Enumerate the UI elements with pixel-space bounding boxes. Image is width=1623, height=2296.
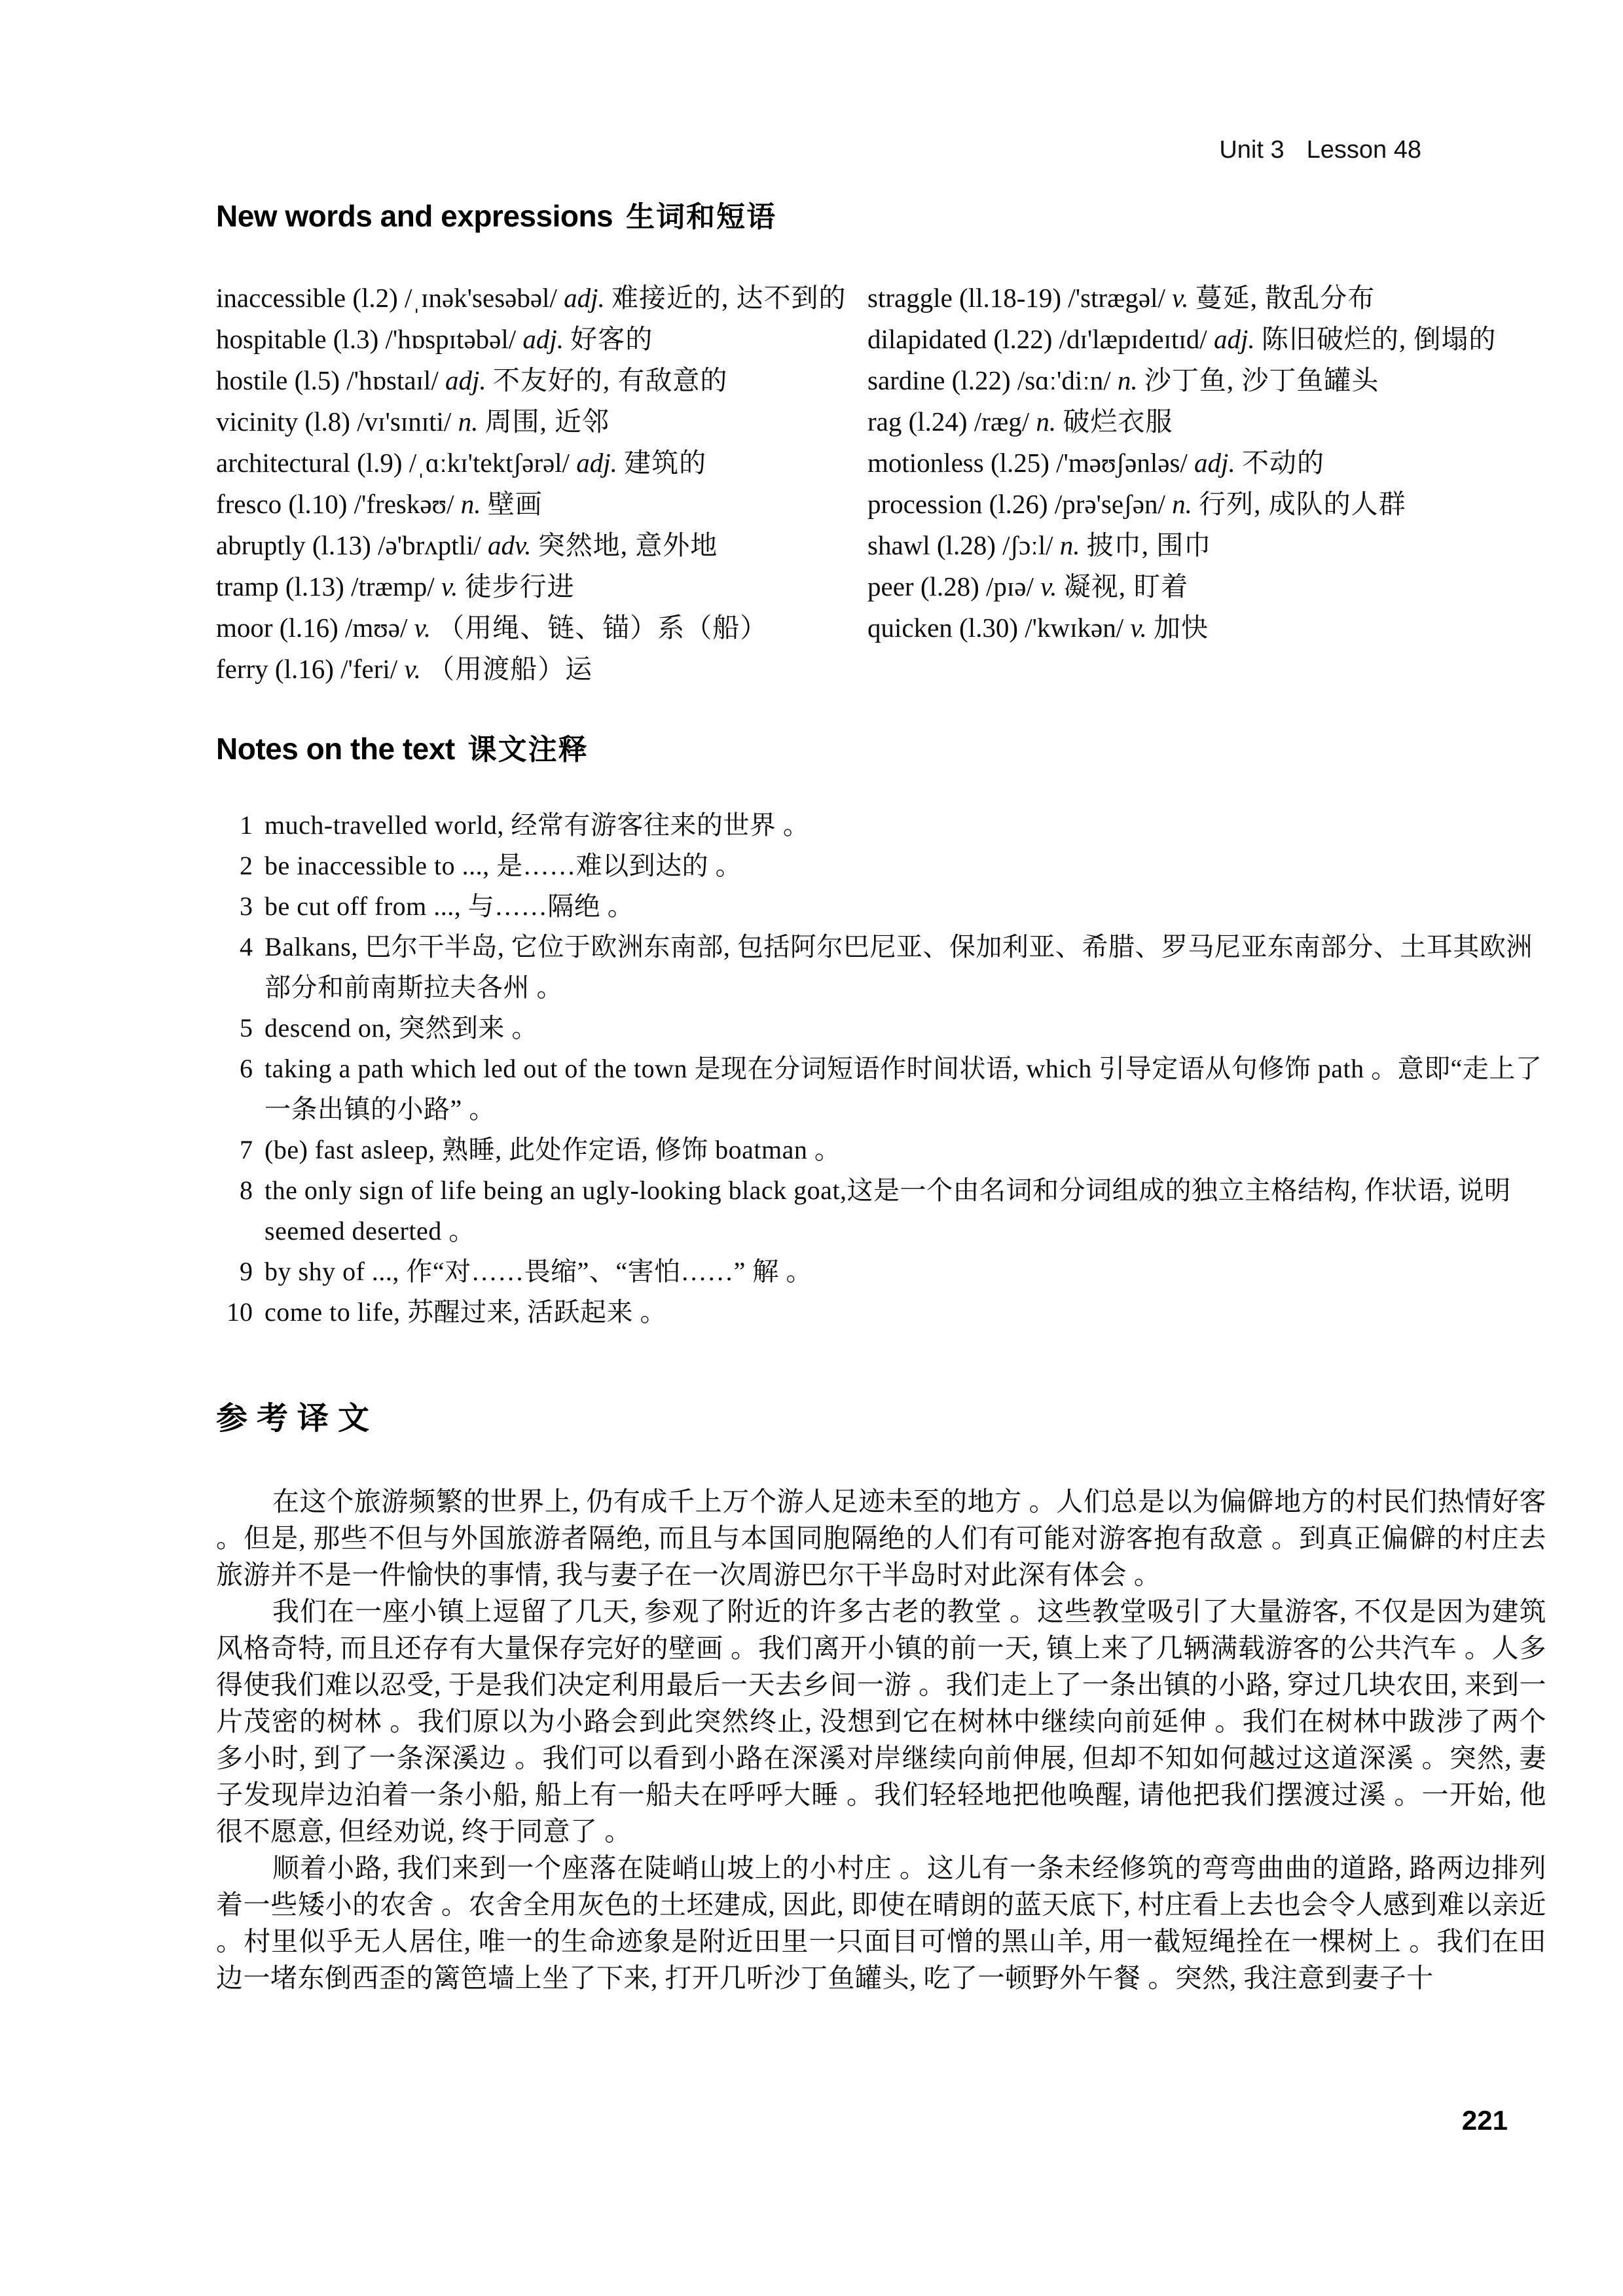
translation-paragraph: 我们在一座小镇上逗留了几天, 参观了附近的许多古老的教堂 。这些教堂吸引了大量游客, 不仅是因为建筑风格奇特, 而且还存有大量保存完好的壁画 。我们离开小镇的前一天, 镇上来了几辆满载游客的公共汽车 。人多得使我们难以忍受, 于是我们决定利用最后一天去乡间一游 。我们走上了一条出镇的小路, 穿过几块农田, 来到一片茂密的树林 。我们原以为小路会到此突然终止, 没想到它在树林中继续向前延伸 。我们在树林中跋涉了两个多小时, 到了一条深溪边 。我们可以看到小路在深溪对岸继续向前伸展, 但却不知如何越过这道深溪 。突然, 妻子发现岸边泊着一条小船, 船上有一船夫在呼呼大睡 。我们轻轻地把他唤醒, 请他把我们摆渡过溪 。一开始, 他很不愿意, 但经劝说, 终于同意了 。 bbox=[216, 1596, 1546, 1846]
vocab-entry bbox=[867, 442, 1546, 484]
vocab-word: tramp bbox=[216, 571, 279, 601]
vocab-chinese-meaning: 披巾, 围巾 bbox=[1086, 530, 1212, 560]
vocab-line-ref: (l.28) bbox=[936, 530, 996, 560]
vocab-entry bbox=[867, 401, 1546, 442]
vocab-phonetic: /'feri/ bbox=[340, 654, 398, 684]
vocab-part-of-speech: adv. bbox=[488, 530, 532, 560]
page-content bbox=[216, 198, 1546, 1996]
notes-title-zh: 课文注释 bbox=[467, 734, 589, 766]
vocab-entry bbox=[867, 525, 1546, 566]
vocab-line-ref: (l.9) bbox=[357, 448, 403, 478]
note-number: 8 bbox=[240, 1175, 253, 1205]
vocab-part-of-speech: v. bbox=[441, 571, 458, 601]
vocab-chinese-meaning: 难接近的, 达不到的 bbox=[611, 283, 847, 313]
vocab-part-of-speech: adj. bbox=[1213, 324, 1255, 354]
running-head bbox=[1219, 136, 1421, 164]
translation-paragraph: 顺着小路, 我们来到一个座落在陡峭山坡上的小村庄 。这儿有一条未经修筑的弯弯曲曲的道路, 路两边排列着一些矮小的农舍 。农舍全用灰色的土坯建成, 因此, 即使在晴朗的蓝天底下, 村庄看上去也会令人感到难以亲近 。村里似乎无人居住, 唯一的生命迹象是附近田里一只面目可憎的黑山羊, 用一截短绳拴在一棵树上 。我们在田边一堵东倒西歪的篱笆墙上坐了下来, 打开几听沙丁鱼罐头, 吃了一顿野外午餐 。突然, 我注意到妻子十 bbox=[216, 1853, 1546, 1993]
note-item bbox=[216, 1049, 1546, 1130]
vocab-phonetic: /ə'brʌptli/ bbox=[378, 530, 481, 560]
vocab-entry bbox=[867, 278, 1546, 319]
vocab-part-of-speech: adj. bbox=[445, 365, 486, 395]
vocabulary-left-column bbox=[216, 278, 867, 690]
vocab-word: sardine bbox=[867, 365, 945, 395]
note-text: by shy of ..., 作“对……畏缩”、“害怕……” 解 。 bbox=[264, 1257, 812, 1286]
vocab-chinese-meaning: （用渡船）运 bbox=[428, 654, 593, 684]
note-number: 1 bbox=[240, 810, 253, 840]
note-text: be cut off from ..., 与……隔绝 。 bbox=[264, 891, 634, 921]
vocab-phonetic: /prə'seʃən/ bbox=[1054, 489, 1165, 519]
vocab-phonetic: /'strægəl/ bbox=[1068, 283, 1165, 313]
note-number: 3 bbox=[240, 891, 253, 921]
note-number: 2 bbox=[240, 851, 253, 880]
vocab-chinese-meaning: 蔓延, 散乱分布 bbox=[1195, 283, 1376, 313]
note-number: 4 bbox=[240, 932, 253, 961]
vocab-word: hospitable bbox=[216, 324, 327, 354]
vocab-line-ref: (l.26) bbox=[989, 489, 1048, 519]
vocab-word: shawl bbox=[867, 530, 930, 560]
vocab-phonetic: /sɑː'diːn/ bbox=[1017, 365, 1111, 395]
note-text: the only sign of life being an ugly-looking black goat,这是一个由名词和分词组成的独立主格结构, 作状语, 说明 seemed deserted 。 bbox=[264, 1175, 1511, 1246]
note-text: (be) fast asleep, 熟睡, 此处作定语, 修饰 boatman 。 bbox=[264, 1135, 841, 1164]
vocab-word: moor bbox=[216, 613, 273, 643]
note-item bbox=[216, 1251, 1546, 1292]
vocab-line-ref: (l.3) bbox=[333, 324, 379, 354]
lesson-label: Lesson 48 bbox=[1306, 136, 1421, 164]
vocab-phonetic: /pɪə/ bbox=[986, 571, 1034, 601]
vocab-entry bbox=[216, 401, 867, 442]
vocab-word: inaccessible bbox=[216, 283, 346, 313]
vocab-phonetic: /ˌɪnək'sesəbəl/ bbox=[405, 283, 557, 313]
vocab-part-of-speech: v. bbox=[1172, 283, 1189, 313]
vocab-part-of-speech: n. bbox=[1059, 530, 1080, 560]
vocab-line-ref: (l.8) bbox=[304, 406, 350, 437]
note-number: 5 bbox=[240, 1013, 253, 1043]
vocab-line-ref: (l.22) bbox=[951, 365, 1011, 395]
vocab-phonetic: /mʊə/ bbox=[345, 613, 408, 643]
note-item bbox=[216, 1292, 1546, 1333]
vocab-line-ref: (l.10) bbox=[288, 489, 348, 519]
vocab-entry bbox=[867, 484, 1546, 525]
vocab-part-of-speech: adj. bbox=[564, 283, 605, 313]
vocab-word: straggle bbox=[867, 283, 953, 313]
new-words-title-en: New words and expressions bbox=[216, 199, 613, 233]
vocab-part-of-speech: v. bbox=[1040, 571, 1057, 601]
vocab-chinese-meaning: 陈旧破烂的, 倒塌的 bbox=[1261, 324, 1497, 354]
vocab-word: abruptly bbox=[216, 530, 306, 560]
vocab-phonetic: /ʃɔːl/ bbox=[1002, 530, 1053, 560]
vocab-line-ref: (l.16) bbox=[274, 654, 334, 684]
vocab-chinese-meaning: 加快 bbox=[1154, 613, 1209, 643]
vocab-part-of-speech: n. bbox=[1172, 489, 1192, 519]
vocab-phonetic: /vɪ'sɪnɪti/ bbox=[357, 406, 452, 437]
vocab-line-ref: (l.13) bbox=[285, 571, 344, 601]
vocab-line-ref: (l.2) bbox=[352, 283, 398, 313]
vocab-entry bbox=[867, 607, 1546, 649]
vocabulary-columns bbox=[216, 278, 1546, 690]
vocab-entry bbox=[867, 360, 1546, 401]
note-item bbox=[216, 1008, 1546, 1049]
vocab-chinese-meaning: 突然地, 意外地 bbox=[538, 530, 718, 560]
vocab-part-of-speech: n. bbox=[1117, 365, 1138, 395]
vocab-phonetic: /ˌɑːkɪ'tektʃərəl/ bbox=[409, 448, 570, 478]
note-item bbox=[216, 927, 1546, 1008]
unit-label: Unit 3 bbox=[1219, 136, 1285, 164]
vocab-phonetic: /'freskəʊ/ bbox=[354, 489, 454, 519]
vocab-chinese-meaning: 行列, 成队的人群 bbox=[1199, 489, 1406, 519]
vocab-phonetic: /træmp/ bbox=[351, 571, 435, 601]
vocab-part-of-speech: v. bbox=[414, 613, 431, 643]
vocab-word: architectural bbox=[216, 448, 350, 478]
vocab-entry bbox=[216, 319, 867, 360]
note-item bbox=[216, 886, 1546, 927]
vocab-chinese-meaning: 好客的 bbox=[570, 324, 653, 354]
vocab-entry bbox=[216, 525, 867, 566]
vocab-line-ref: (l.25) bbox=[990, 448, 1049, 478]
vocabulary-right-column bbox=[867, 278, 1546, 690]
vocab-part-of-speech: adj. bbox=[522, 324, 564, 354]
vocab-word: dilapidated bbox=[867, 324, 987, 354]
vocab-chinese-meaning: 壁画 bbox=[487, 489, 543, 519]
vocab-chinese-meaning: （用绳、链、锚）系（船） bbox=[437, 613, 768, 643]
vocab-part-of-speech: v. bbox=[1130, 613, 1147, 643]
vocab-line-ref: (l.24) bbox=[908, 406, 968, 437]
vocab-line-ref: (l.5) bbox=[294, 365, 340, 395]
vocab-line-ref: (l.22) bbox=[993, 324, 1053, 354]
note-number: 7 bbox=[240, 1135, 253, 1164]
translation-paragraph: 在这个旅游频繁的世界上, 仍有成千上万个游人足迹未至的地方 。人们总是以为偏僻地方的村民们热情好客 。但是, 那些不但与外国旅游者隔绝, 而且与本国同胞隔绝的人们有可能对游客抱有敌意 。到真正偏僻的村庄去旅游并不是一件愉快的事情, 我与妻子在一次周游巴尔干半岛时对此深有体会 。 bbox=[216, 1486, 1546, 1590]
vocab-word: rag bbox=[867, 406, 902, 437]
new-words-section-title bbox=[216, 198, 1546, 236]
notes-section-title bbox=[216, 730, 1546, 768]
vocab-entry bbox=[216, 278, 867, 319]
vocab-word: quicken bbox=[867, 613, 953, 643]
note-item bbox=[216, 805, 1546, 846]
vocab-entry bbox=[216, 360, 867, 401]
vocab-word: peer bbox=[867, 571, 914, 601]
vocab-entry bbox=[216, 484, 867, 525]
vocab-phonetic: /'hɒspɪtəbəl/ bbox=[385, 324, 517, 354]
vocab-part-of-speech: n. bbox=[460, 489, 481, 519]
vocab-phonetic: /'məʊʃənləs/ bbox=[1056, 448, 1188, 478]
vocab-word: vicinity bbox=[216, 406, 299, 437]
note-item bbox=[216, 1130, 1546, 1170]
vocab-line-ref: (ll.18-19) bbox=[959, 283, 1062, 313]
translation-section-title: 参考译文 bbox=[216, 1401, 379, 1436]
new-words-title-zh: 生词和短语 bbox=[626, 201, 777, 233]
vocab-chinese-meaning: 周围, 近邻 bbox=[484, 406, 610, 437]
vocab-part-of-speech: v. bbox=[404, 654, 421, 684]
notes-list bbox=[216, 805, 1546, 1333]
vocab-word: hostile bbox=[216, 365, 288, 395]
vocab-entry bbox=[867, 566, 1546, 607]
note-text: much-travelled world, 经常有游客往来的世界 。 bbox=[264, 810, 810, 840]
vocab-line-ref: (l.30) bbox=[959, 613, 1018, 643]
vocab-chinese-meaning: 徒步行进 bbox=[464, 571, 575, 601]
vocab-line-ref: (l.13) bbox=[312, 530, 371, 560]
translation-body bbox=[216, 1483, 1546, 1996]
note-item bbox=[216, 1170, 1546, 1251]
vocab-chinese-meaning: 凝视, 盯着 bbox=[1063, 571, 1189, 601]
vocab-phonetic: /'kwɪkən/ bbox=[1025, 613, 1124, 643]
vocab-part-of-speech: n. bbox=[1036, 406, 1057, 437]
vocab-line-ref: (l.28) bbox=[920, 571, 979, 601]
vocab-entry bbox=[867, 319, 1546, 360]
vocab-chinese-meaning: 沙丁鱼, 沙丁鱼罐头 bbox=[1144, 365, 1379, 395]
note-text: Balkans, 巴尔干半岛, 它位于欧洲东南部, 包括阿尔巴尼亚、保加利亚、希腊、罗马尼亚东南部分、土耳其欧洲部分和前南斯拉夫各州 。 bbox=[264, 932, 1533, 1002]
vocab-entry bbox=[216, 566, 867, 607]
vocab-phonetic: /'hɒstaɪl/ bbox=[346, 365, 439, 395]
vocab-chinese-meaning: 不动的 bbox=[1241, 448, 1324, 478]
vocab-part-of-speech: adj. bbox=[576, 448, 617, 478]
vocab-word: procession bbox=[867, 489, 983, 519]
note-text: descend on, 突然到来 。 bbox=[264, 1013, 538, 1043]
vocab-line-ref: (l.16) bbox=[279, 613, 338, 643]
note-text: be inaccessible to ..., 是……难以到达的 。 bbox=[264, 851, 742, 880]
note-text: come to life, 苏醒过来, 活跃起来 。 bbox=[264, 1297, 667, 1327]
note-number: 9 bbox=[240, 1257, 253, 1286]
vocab-chinese-meaning: 破烂衣服 bbox=[1063, 406, 1173, 437]
vocab-phonetic: /dɪ'læpɪdeɪtɪd/ bbox=[1059, 324, 1207, 354]
vocab-entry bbox=[216, 649, 867, 690]
page-number: 221 bbox=[1461, 2105, 1508, 2136]
vocab-word: ferry bbox=[216, 654, 268, 684]
vocab-entry bbox=[216, 607, 867, 649]
vocab-chinese-meaning: 建筑的 bbox=[624, 448, 707, 478]
vocab-part-of-speech: adj. bbox=[1194, 448, 1235, 478]
note-item bbox=[216, 846, 1546, 886]
vocab-chinese-meaning: 不友好的, 有敌意的 bbox=[492, 365, 728, 395]
vocab-entry bbox=[216, 442, 867, 484]
notes-title-en: Notes on the text bbox=[216, 732, 455, 766]
vocab-part-of-speech: n. bbox=[458, 406, 479, 437]
vocab-word: motionless bbox=[867, 448, 984, 478]
note-number: 6 bbox=[240, 1054, 253, 1083]
note-text: taking a path which led out of the town 是现在分词短语作时间状语, which 引导定语从句修饰 path 。意即“走上了一条出镇的小路” 。 bbox=[264, 1054, 1542, 1124]
vocab-word: fresco bbox=[216, 489, 282, 519]
vocab-phonetic: /ræg/ bbox=[974, 406, 1030, 437]
note-number: 10 bbox=[227, 1297, 253, 1327]
